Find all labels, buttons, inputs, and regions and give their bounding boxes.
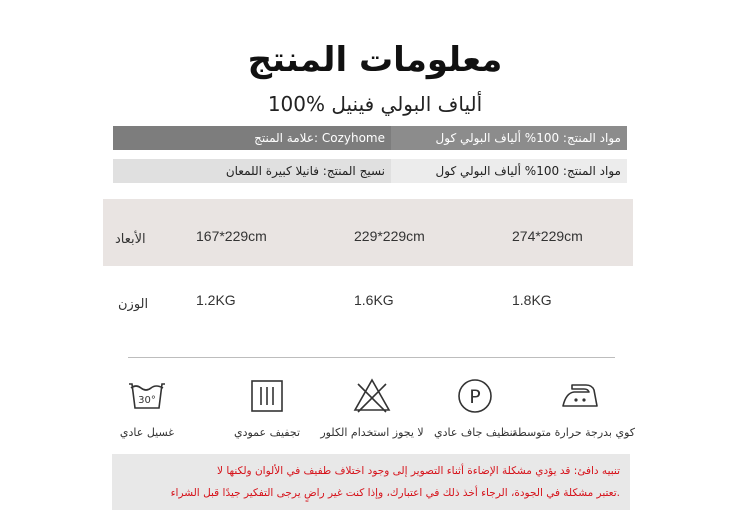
dry-clean-p-icon [455, 376, 495, 416]
care-label: تنظيف جاف عادي [433, 426, 517, 439]
info-material-1: مواد المنتج: 100% ألياف البولي كول [391, 126, 627, 150]
weight-value: 1.8KG [512, 292, 552, 308]
wash-30-icon [127, 376, 167, 416]
warning-box [112, 454, 630, 510]
care-label: غسيل عادي [119, 426, 175, 439]
dimension-value: 229*229cm [354, 228, 425, 244]
wash-temp: 30° [138, 395, 156, 406]
weight-label: الوزن [118, 297, 149, 312]
care-item-bleach [317, 376, 427, 439]
warning-line-1: تنبيه دافئ: قد يؤدي مشكلة الإضاءة أثناء التصوير إلى وجود اختلاف طفيف في الألوان ولكنها لا [217, 465, 620, 477]
dry-clean-letter: P [469, 386, 481, 408]
info-fabric: نسيج المنتج: فانيلا كبيرة اللمعان [113, 159, 391, 183]
care-item-dry [212, 376, 322, 439]
page-title: معلومات المنتج [247, 40, 503, 80]
page-subtitle: ألياف البولي فينيل %100 [267, 92, 483, 116]
info-brand: Cozyhome :علامة المنتج [113, 126, 391, 150]
divider [128, 357, 615, 358]
dimension-value: 274*229cm [512, 228, 583, 244]
care-label: تجفيف عمودي [233, 426, 301, 439]
weight-value: 1.6KG [354, 292, 394, 308]
dimension-value: 167*229cm [196, 228, 267, 244]
care-label: كوي بدرجة حرارة متوسطة [512, 426, 635, 439]
weight-value: 1.2KG [196, 292, 236, 308]
care-item-wash [92, 376, 202, 439]
info-row-2 [113, 159, 627, 183]
warning-line-2: .تعتبر مشكلة في الجودة، الرجاء أخذ ذلك في اعتبارك، وإذا كنت غير راضٍ يرجى التفكير جيدًا قبل الشراء [170, 487, 620, 499]
no-bleach-icon [352, 376, 392, 416]
care-label: لا يجوز استخدام الكلور [320, 426, 424, 439]
info-material-2: مواد المنتج: 100% ألياف البولي كول [391, 159, 627, 183]
care-item-iron [512, 376, 635, 439]
iron-medium-icon [560, 376, 600, 416]
info-row-1 [113, 126, 627, 150]
dimensions-label: الأبعاد [115, 232, 146, 247]
vertical-dry-icon [247, 376, 287, 416]
